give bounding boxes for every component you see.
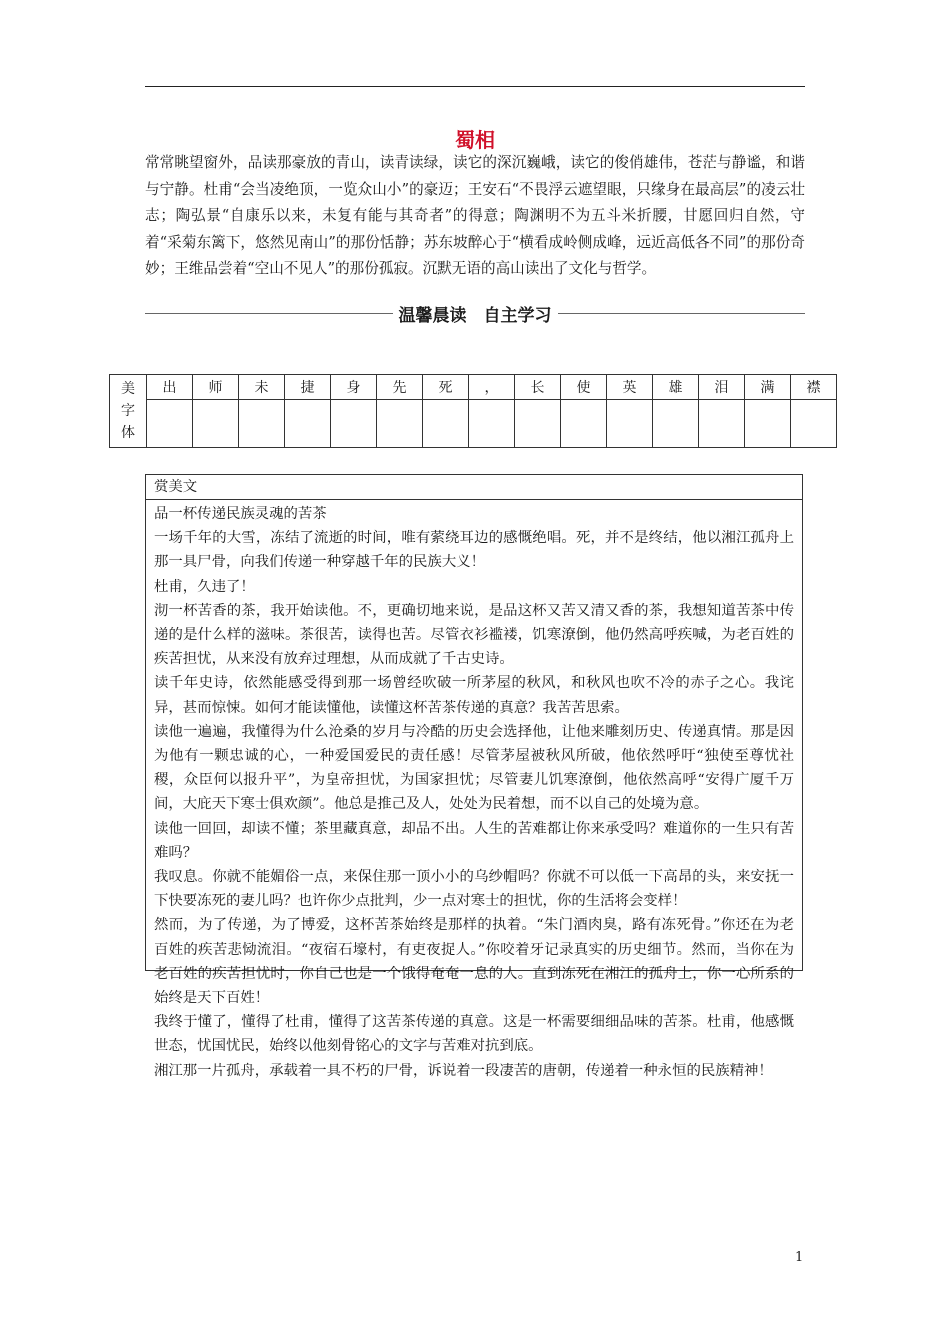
model-char: 捷 bbox=[285, 375, 331, 400]
practice-cell[interactable] bbox=[285, 400, 331, 448]
banner-right-line bbox=[558, 313, 806, 314]
essay-paragraph: 读他一遍遍，我懂得为什么沧桑的岁月与冷酷的历史会选择他，让他来雕刻历史、传递真情。那是因为他有一颗忠诚的心，一种爱国爱民的责任感！尽管茅屋被秋风所破，他依然呼吁“独使至尊忧社稷，众臣何以报升平”，为皇帝担忧，为国家担忧；尽管妻儿饥寒潦倒，他依然高呼“安得广厦千万间，大庇天下寒士俱欢颜”。他总是推己及人，处处为民着想，而不以自己的处境为意。 bbox=[154, 723, 794, 813]
practice-cell[interactable] bbox=[607, 400, 653, 448]
model-char: 师 bbox=[193, 375, 239, 400]
model-char: 未 bbox=[239, 375, 285, 400]
model-char: 使 bbox=[561, 375, 607, 400]
practice-cell[interactable] bbox=[515, 400, 561, 448]
practice-cell[interactable] bbox=[653, 400, 699, 448]
practice-cell[interactable] bbox=[193, 400, 239, 448]
essay-paragraph: 读千年史诗，依然能感受得到那一场曾经吹破一所茅屋的秋风，和秋风也吹不冷的赤子之心。我诧异，甚而惊悚。如何才能读懂他，读懂这杯苦茶传递的真意？我苦苦思索。 bbox=[154, 675, 794, 716]
essay-heading: 赏美文 bbox=[146, 475, 802, 500]
essay-paragraph: 我叹息。你就不能媚俗一点，来保住那一顶小小的乌纱帽吗？你就不可以低一下高昂的头，来安抚一下快要冻死的妻儿吗？也许你少点批判，少一点对寒士的担忧，你的生活将会变样！ bbox=[154, 869, 794, 910]
essay-body bbox=[146, 500, 802, 1083]
page-number: 1 bbox=[795, 1250, 804, 1265]
essay-title: 品一杯传递民族灵魂的苦茶 bbox=[154, 506, 327, 522]
model-char: 长 bbox=[515, 375, 561, 400]
model-char: 满 bbox=[745, 375, 791, 400]
practice-cell[interactable] bbox=[147, 400, 193, 448]
practice-cell[interactable] bbox=[745, 400, 791, 448]
essay-paragraph: 湘江那一片孤舟，承载着一具不朽的尸骨，诉说着一段凄苦的唐朝，传递着一种永恒的民族精神！ bbox=[154, 1062, 773, 1079]
practice-cell[interactable] bbox=[239, 400, 285, 448]
practice-cell[interactable] bbox=[699, 400, 745, 448]
essay-paragraph: 然而，为了传递，为了博爱，这杯苦茶始终是那样的执着。“朱门酒肉臭，路有冻死骨。”你还在为老百姓的疾苦悲恸流泪。“夜宿石壕村，有吏夜捉人。”你咬着牙记录真实的历史细节。然而，当你在为老百姓的疾苦担忧时，你自己也是一个饿得奄奄一息的人。直到冻死在湘江的孤舟上，你一心所系的始终是天下百姓！ bbox=[154, 917, 794, 1007]
practice-cell[interactable] bbox=[469, 400, 515, 448]
model-char: 英 bbox=[607, 375, 653, 400]
model-char: 身 bbox=[331, 375, 377, 400]
banner-left-line bbox=[145, 313, 393, 314]
essay-box bbox=[145, 474, 803, 1079]
intro-paragraph: 常常眺望窗外，品读那豪放的青山，读青读绿，读它的深沉巍峨，读它的俊俏雄伟，苍茫与静谧，和谐与宁静。杜甫“会当凌绝顶，一览众山小”的豪迈；王安石“不畏浮云遮望眼，只缘身在最高层”的凌云壮志；陶弘景“自康乐以来，未复有能与其奇者”的得意；陶渊明不为五斗米折腰，甘愿回归自然，守着“采菊东篱下，悠然见南山”的那份恬静；苏东坡醉心于“横看成岭侧成峰，远近高低各不同”的那份奇妙；王维品尝着“空山不见人”的那份孤寂。沉默无语的高山读出了文化与哲学。 bbox=[145, 154, 805, 278]
practice-cell[interactable] bbox=[331, 400, 377, 448]
page-title: 蜀相 bbox=[455, 128, 495, 152]
essay-paragraph: 沏一杯苦香的茶，我开始读他。不，更确切地来说，是品这杯又苦又清又香的茶，我想知道苦茶中传递的是什么样的滋味。茶很苦，读得也苦。尽管衣衫褴褛，饥寒潦倒，他仍然高呼疾喊，为老百姓的疾苦担忧，从来没有放弃过理想，从而成就了千古史诗。 bbox=[154, 602, 794, 668]
model-char: 泪 bbox=[699, 375, 745, 400]
essay-paragraph: 读他一回回，却读不懂；茶里藏真意，却品不出。人生的苦难都让你来承受吗？难道你的一生只有苦难吗？ bbox=[154, 820, 794, 861]
practice-cell[interactable] bbox=[423, 400, 469, 448]
model-char: 死 bbox=[423, 375, 469, 400]
essay-paragraph: 杜甫，久违了！ bbox=[154, 578, 255, 595]
model-char: 先 bbox=[377, 375, 423, 400]
header-rule bbox=[145, 86, 805, 87]
essay-paragraph: 一场千年的大雪，冻结了流逝的时间，唯有萦绕耳边的感慨绝唱。死，并不是终结，他以湘江孤舟上那一具尸骨，向我们传递一种穿越千年的民族大义！ bbox=[154, 530, 794, 571]
section-heading: 温馨晨读 自主学习 bbox=[398, 305, 552, 326]
essay-paragraph: 我终于懂了，懂得了杜甫，懂得了这苦茶传递的真意。这是一杯需要细细品味的苦茶。杜甫，他感慨世态，忧国忧民，始终以他刻骨铭心的文字与苦难对抗到底。 bbox=[154, 1014, 794, 1055]
practice-cell[interactable] bbox=[791, 400, 837, 448]
model-char: ， bbox=[469, 375, 515, 400]
model-char: 出 bbox=[147, 375, 193, 400]
section-banner bbox=[145, 300, 805, 326]
practice-cell[interactable] bbox=[561, 400, 607, 448]
model-char: 襟 bbox=[791, 375, 837, 400]
calligraphy-label: 美 字 体 bbox=[110, 375, 147, 448]
model-char: 雄 bbox=[653, 375, 699, 400]
practice-cell[interactable] bbox=[377, 400, 423, 448]
calligraphy-practice-table bbox=[109, 374, 837, 448]
